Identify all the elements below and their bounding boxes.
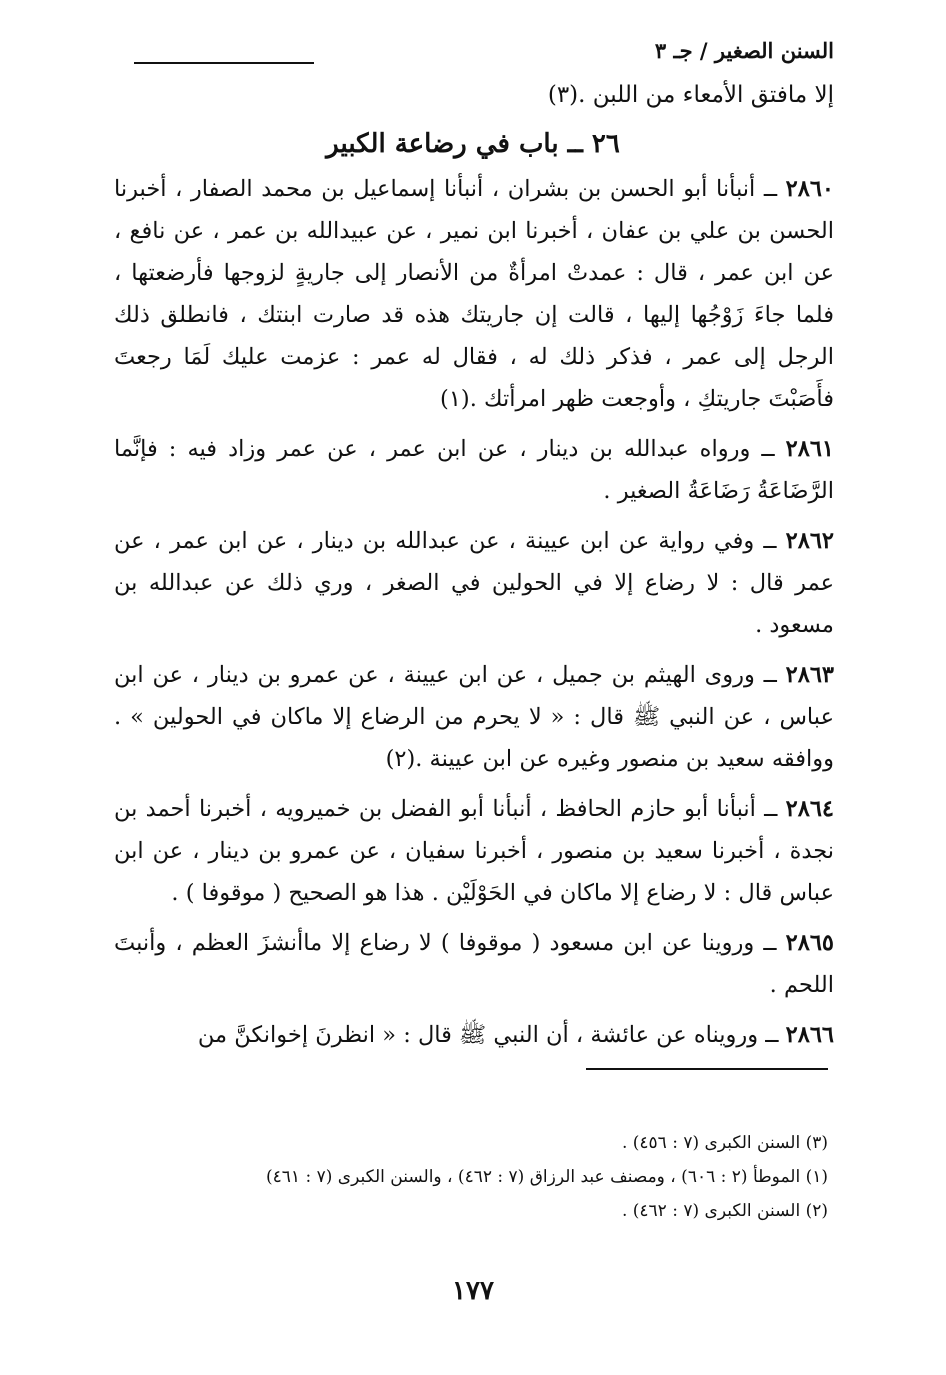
hadith-paragraph <box>114 1014 834 1056</box>
hadith-number: ٢٨٦٢ <box>785 528 834 554</box>
footnotes <box>118 1126 828 1228</box>
hadith-number: ٢٨٦٥ <box>785 930 834 956</box>
footnote: (٣) السنن الكبرى (٧ : ٤٥٦) . <box>621 1133 828 1153</box>
footnote: (١) الموطأ (٢ : ٦٠٦) ، ومصنف عبد الرزاق (٧ : ٤٦٢) ، والسنن الكبرى (٧ : ٤٦١) <box>266 1167 828 1187</box>
hadith-text: ــ ورويناه عن عائشة ، أن النبي ﷺ قال : « انظرنَ إخوانكنَّ من <box>197 1022 779 1048</box>
hadith-text: ــ وفي رواية عن ابن عيينة ، عن عبدالله بن دينار ، عن ابن عمر ، عن عمر قال : لا رضاع إلا في الحولين في الصغر ، وري ذلك عن عبدالله بن مسعود . <box>114 528 834 638</box>
hadith-paragraph <box>114 428 834 512</box>
running-header <box>134 38 834 68</box>
hadith-number: ٢٨٦٣ <box>785 662 834 688</box>
hadith-number: ٢٨٦٤ <box>785 796 834 822</box>
hadith-paragraph <box>114 654 834 780</box>
hadith-number: ٢٨٦٠ <box>785 176 834 202</box>
hadith-text: ــ وروى الهيثم بن جميل ، عن ابن عيينة ، عن عمرو بن دينار ، عن ابن عباس ، عن النبي ﷺ قال : « لا يحرم من الرضاع إلا ماكان في الحولين » . ووافقه سعيد بن منصور وغيره عن ابن عيينة .(٢) <box>114 662 834 772</box>
hadith-text: ــ أنبأنا أبو الحسن بن بشران ، أنبأنا إسماعيل بن محمد الصفار ، أخبرنا الحسن بن علي بن عفان ، أخبرنا ابن نمير ، عن عبيدالله بن عمر ، عن نافع ، عن ابن عمر ، قال : عمدتْ امرأةٌ من الأنصار إلى جاريةٍ لزوجها فأرضعتها ، فلما جاءَ زَوْجُها إليها ، قالت إن جاريتك هذه قد صارت ابنتك ، فانطلق ذلك الرجل إلى عمر ، فذكر ذلك له ، فقال له عمر : عزمت عليك لَمَا رجعتَ فأَصَبْتَ جاريتكِ ، وأوجعت ظهر امرأتك .(١) <box>114 176 834 412</box>
footnote-separator <box>586 1068 828 1070</box>
chapter-title: ٢٦ ــ باب في رضاعة الكبير <box>326 129 620 159</box>
hadith-text: ــ أنبأنا أبو حازم الحافظ ، أنبأنا أبو الفضل بن خميرويه ، أخبرنا أحمد بن نجدة ، أخبرنا سعيد بن منصور ، أخبرنا سفيان ، عن عمرو بن دينار ، عن ابن عباس قال : لا رضاع إلا ماكان في الحَوْلَيْن . هذا هو الصحيح ( موقوفا ) . <box>114 796 834 906</box>
header-rule <box>134 62 314 64</box>
hadith-paragraph <box>114 168 834 420</box>
hadith-paragraph <box>114 922 834 1006</box>
hadith-text: ــ ورواه عبدالله بن دينار ، عن ابن عمر ، عن عمر وزاد فيه : فإنَّما الرَّضَاعَةُ رَضَاعَةُ الصغير . <box>114 436 834 504</box>
hadith-paragraph <box>114 520 834 646</box>
page-number: ١٧٧ <box>452 1276 494 1306</box>
hadith-number: ٢٨٦١ <box>785 436 834 462</box>
carry-over-line: إلا مافتق الأمعاء من اللبن .(٣) <box>547 82 834 108</box>
header-title: السنن الصغير / جـ ٣ <box>654 38 834 63</box>
hadith-number: ٢٨٦٦ <box>785 1022 834 1048</box>
body-text <box>114 168 834 1064</box>
hadith-text: ــ وروينا عن ابن مسعود ( موقوفا ) لا رضاع إلا ماأنشزَ العظم ، وأنبتَ اللحم . <box>114 930 834 998</box>
hadith-paragraph <box>114 788 834 914</box>
footnote: (٢) السنن الكبرى (٧ : ٤٦٢) . <box>621 1201 828 1221</box>
